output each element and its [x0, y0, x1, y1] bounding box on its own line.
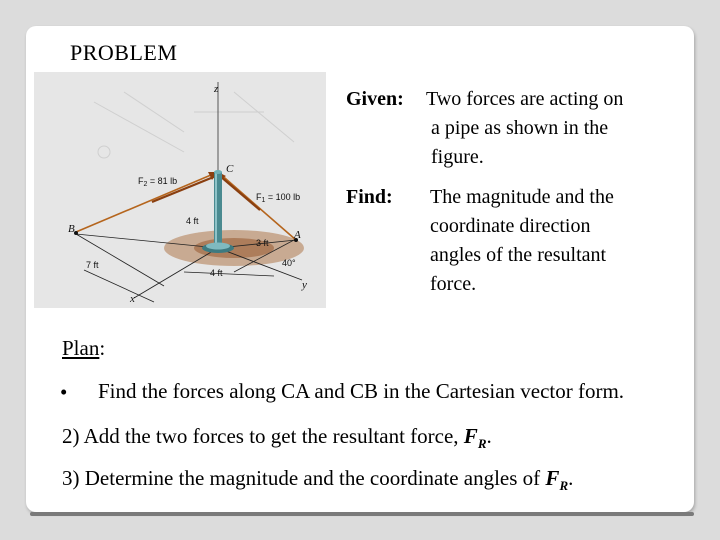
label-f1: $F_1 = 100$ lb	[256, 192, 301, 204]
given-line-3: figure.	[431, 146, 484, 168]
label-4ft-a: 4 ft	[186, 216, 199, 226]
page-title: PROBLEM	[70, 40, 178, 65]
find-line-3: angles of the resultant	[430, 244, 607, 266]
plan-heading	[62, 336, 105, 361]
label-f2: $F_2 = 81$ lb	[138, 176, 178, 188]
find-line-2: coordinate direction	[430, 215, 591, 237]
plan-item-2	[62, 424, 492, 452]
find-label: Find:	[346, 186, 393, 208]
plan-item-2-subscript: R	[477, 436, 487, 452]
plan-item-2-text: 2) Add the two forces to get the resultant force,	[62, 424, 464, 448]
label-4ft-b: 4 ft	[210, 268, 223, 278]
label-b: B	[68, 223, 75, 235]
label-y: y	[302, 279, 307, 291]
label-c: C	[226, 163, 234, 175]
plan-item-3-symbol: F	[545, 466, 560, 490]
plan-item-1: Find the forces along CA and CB in the Cartesian vector form.	[98, 379, 625, 403]
plan-heading-text: Plan	[62, 336, 100, 360]
plan-item-3-period: .	[568, 466, 574, 490]
given-line-1: Two forces are acting on	[426, 88, 624, 110]
plan-item-3-text: 3) Determine the magnitude and the coordinate angles of	[62, 466, 546, 490]
label-7ft: 7 ft	[86, 260, 99, 270]
pipe-top	[214, 170, 222, 174]
given-text	[426, 85, 696, 172]
find-text	[430, 183, 680, 299]
plan-item-3	[62, 466, 573, 494]
label-a: A	[294, 229, 301, 241]
given-line-2: a pipe as shown in the	[431, 117, 609, 139]
pipe-highlight	[215, 172, 217, 246]
label-angle: 40°	[282, 258, 296, 268]
given-label: Given:	[346, 88, 404, 110]
label-z: z	[214, 83, 219, 95]
plan-item-2-symbol: F	[463, 424, 478, 448]
pipe-base-top	[206, 243, 230, 250]
problem-figure	[34, 72, 326, 308]
find-line-1: The magnitude and the	[430, 186, 614, 208]
slide-bottom-rule	[30, 512, 694, 516]
plan-item-3-subscript: R	[559, 478, 569, 494]
plan-bullet: •	[60, 380, 68, 404]
find-line-4: force.	[430, 273, 477, 295]
label-x: x	[130, 293, 135, 305]
plan-item-2-period: .	[486, 424, 492, 448]
plan-heading-colon: :	[99, 336, 106, 360]
label-3ft: 3 ft	[256, 238, 269, 248]
